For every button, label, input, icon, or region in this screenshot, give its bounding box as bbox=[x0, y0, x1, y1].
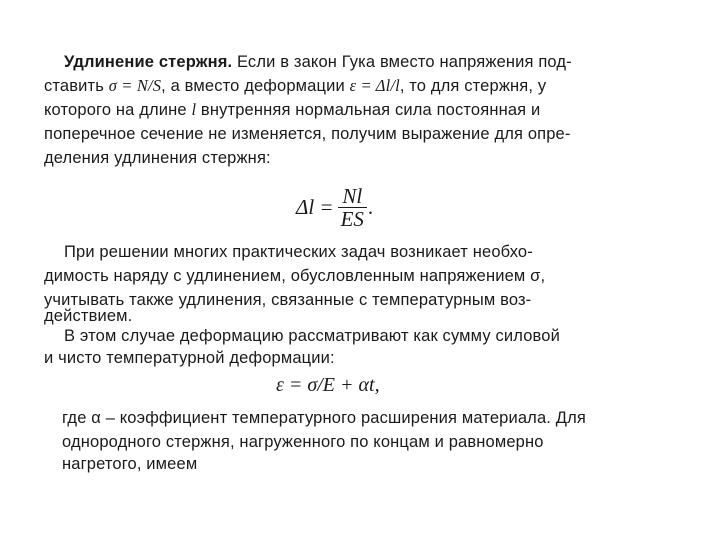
text-span: , а вместо деформации bbox=[161, 77, 350, 95]
paragraph-1-line-4: поперечное сечение не изменяется, получим выражение для опре- bbox=[44, 125, 571, 143]
paragraph-2-line-4: действием. bbox=[44, 307, 133, 325]
paragraph-1-line-3 bbox=[44, 102, 540, 119]
paragraph-3-line-2: и чисто температурной деформации: bbox=[44, 349, 335, 367]
formula-lhs: Δl = bbox=[296, 195, 334, 220]
paragraph-1-line-1 bbox=[64, 54, 572, 71]
paragraph-4-line-1: где α – коэффициент температурного расширения материала. Для bbox=[62, 409, 586, 427]
text-span: Если в закон Гука вместо напряжения под- bbox=[232, 53, 572, 71]
text-span: ставить bbox=[44, 77, 109, 95]
formula-end: . bbox=[367, 195, 374, 220]
formula-elongation bbox=[296, 185, 373, 230]
variable-l: l bbox=[191, 100, 197, 119]
fraction bbox=[338, 185, 367, 230]
paragraph-2-line-2: димость наряду с удлинением, обусловленным напряжением σ, bbox=[44, 267, 546, 285]
paragraph-1-line-2 bbox=[44, 78, 546, 95]
paragraph-2-line-1: При решении многих практических задач возникает необхо- bbox=[64, 243, 533, 261]
fraction-denominator: ES bbox=[340, 207, 364, 232]
paragraph-3-line-1: В этом случае деформацию рассматривают как сумму силовой bbox=[64, 327, 560, 345]
text-span: , то для стержня, у bbox=[399, 77, 547, 95]
text-span: которого на длине bbox=[44, 101, 192, 119]
fraction-numerator: Nl bbox=[338, 185, 367, 208]
paragraph-2-line-3: учитывать также удлинения, связанные с температурным воз- bbox=[44, 291, 532, 309]
formula-strain: ε = Δl/l bbox=[349, 76, 400, 95]
paragraph-1-line-5: деления удлинения стержня: bbox=[44, 149, 271, 167]
paragraph-4-line-2: однородного стержня, нагруженного по концам и равномерно bbox=[62, 433, 544, 451]
text-span: внутренняя нормальная сила постоянная и bbox=[196, 101, 541, 119]
formula-stress: σ = N/S bbox=[108, 76, 162, 95]
section-heading: Удлинение стержня. bbox=[64, 53, 233, 71]
formula-total-strain: ε = σ/E + αt, bbox=[276, 374, 380, 396]
paragraph-4-line-3: нагретого, имеем bbox=[62, 455, 198, 473]
